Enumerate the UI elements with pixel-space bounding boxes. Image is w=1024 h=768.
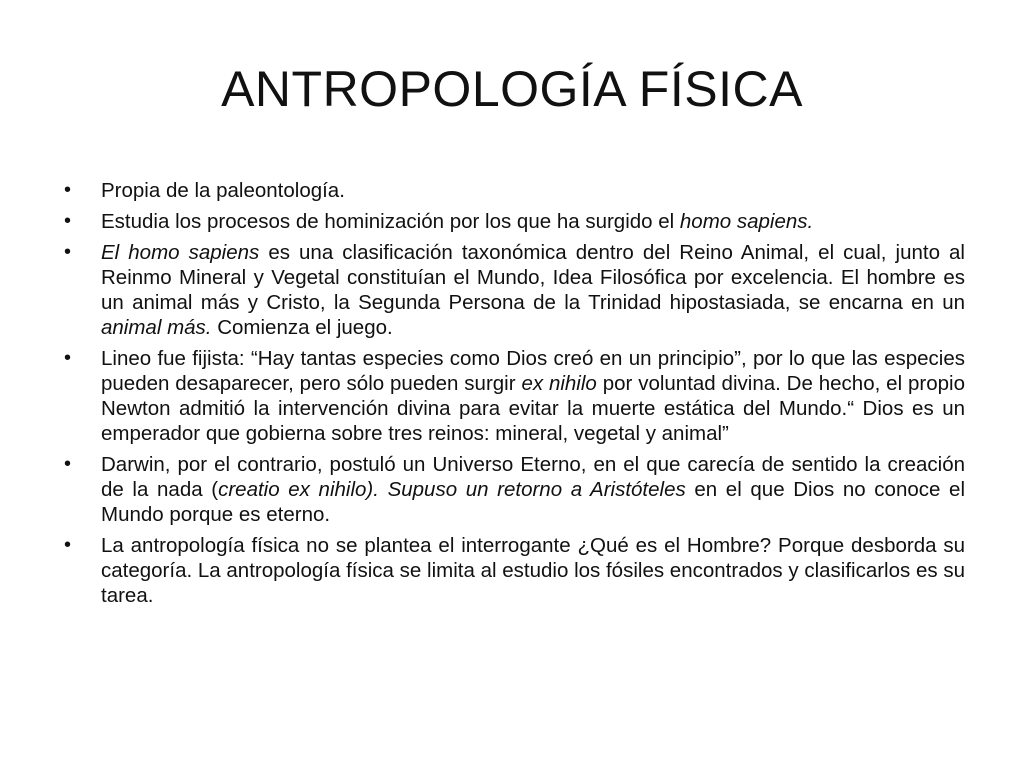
slide-title: ANTROPOLOGÍA FÍSICA: [221, 61, 803, 117]
bullet-dot-icon: •: [64, 347, 72, 369]
bullet-item: [60, 452, 965, 527]
bullet-list: [60, 178, 965, 614]
bullet-item: [60, 240, 965, 340]
bullet-text: en el que Dios no conoce el Mundo porque es eterno.: [101, 478, 965, 526]
bullet-text: Propia de la paleontología.: [101, 179, 345, 202]
bullet-item: [60, 533, 965, 608]
bullet-item: [60, 209, 965, 234]
bullet-text: Lineo fue fijista: “Hay tantas especies como Dios creó en un principio”, por lo que las especies pueden desaparecer, pero sólo pueden surgir: [101, 347, 965, 395]
bullet-text: Darwin, por el contrario, postuló un Universo Eterno, en el que carecía de sentido la creación de la nada (: [101, 453, 965, 501]
bullet-text-italic: creatio ex nihilo). Supuso un retorno a Aristóteles: [218, 478, 686, 501]
bullet-dot-icon: •: [64, 453, 72, 475]
bullet-text: Estudia los procesos de hominización por los que ha surgido el: [101, 210, 680, 233]
bullet-text: por voluntad divina. De hecho, el propio Newton admitió la intervención divina para evitar la muerte estática del Mundo.“ Dios es un emperador que gobierna sobre tres reinos: mineral, vegetal y animal”: [101, 372, 965, 445]
bullet-dot-icon: •: [64, 210, 72, 232]
bullet-text-italic: ex nihilo: [521, 372, 597, 395]
bullet-text-italic: animal más.: [101, 316, 212, 339]
bullet-item: [60, 178, 965, 203]
bullet-dot-icon: •: [64, 179, 72, 201]
bullet-dot-icon: •: [64, 534, 72, 556]
bullet-item: [60, 346, 965, 446]
bullet-text-italic: El homo sapiens: [101, 241, 260, 264]
bullet-text: es una clasificación taxonómica dentro del Reino Animal, el cual, junto al Reinmo Mineral y Vegetal constituían el Mundo, Idea Filosófica por excelencia. El hombre es un animal más y Cristo, la Segunda Persona de la Trinidad hipostasiada, se encarna en un: [101, 241, 965, 314]
bullet-dot-icon: •: [64, 241, 72, 263]
bullet-text-italic: homo sapiens.: [679, 210, 814, 233]
bullet-text: La antropología física no se plantea el interrogante ¿Qué es el Hombre? Porque desborda su categoría. La antropología física se limita al estudio los fósiles encontrados y clasificarlos es su tarea.: [101, 534, 965, 607]
bullet-text: Comienza el juego.: [211, 316, 393, 339]
